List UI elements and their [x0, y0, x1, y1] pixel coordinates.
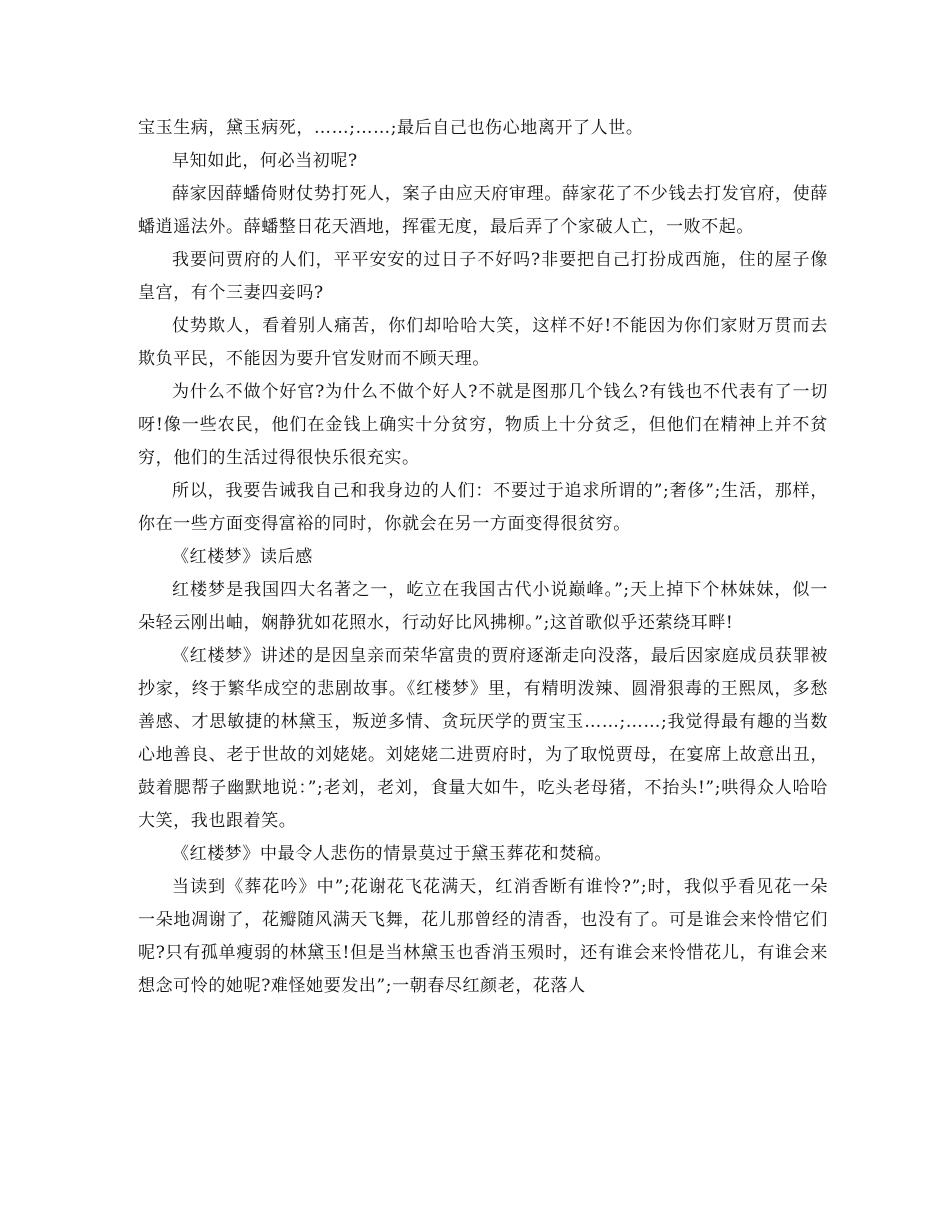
paragraph: 仗势欺人，看着别人痛苦，你们却哈哈大笑，这样不好!不能因为你们家财万贯而去欺负平民，不能因为要升官发财而不顾天理。 [138, 316, 828, 369]
document-body [138, 112, 828, 1003]
paragraph: 当读到《葬花吟》中”;花谢花飞花满天，红消香断有谁怜?”;时，我似乎看见花一朵一朵地凋谢了，花瓣随风满天飞舞，花儿那曾经的清香，也没有了。可是谁会来怜惜它们呢?只有孤单瘦弱的林黛玉!但是当林黛玉也香消玉殒时，还有谁会来怜惜花儿，有谁会来想念可怜的她呢?难怪她要发出”;一朝春尽红颜老，花落人 [138, 877, 828, 996]
section-heading: 《红楼梦》读后感 [172, 547, 313, 567]
paragraph: 所以，我要告诫我自己和我身边的人们：不要过于追求所谓的”;奢侈”;生活，那样，你在一些方面变得富裕的同时，你就会在另一方面变得很贫穷。 [138, 481, 828, 534]
paragraph-continued: 宝玉生病，黛玉病死，……;……;最后自己也伤心地离开了人世。 [138, 118, 644, 138]
paragraph: 薛家因薛蟠倚财仗势打死人，案子由应天府审理。薛家花了不少钱去打发官府，使薛蟠逍遥法外。薛蟠整日花天酒地，挥霍无度，最后弄了个家破人亡，一败不起。 [138, 184, 828, 237]
paragraph: 为什么不做个好官?为什么不做个好人?不就是图那几个钱么?有钱也不代表有了一切呀!像一些农民，他们在金钱上确实十分贫穷，物质上十分贫乏，但他们在精神上并不贫穷，他们的生活过得很快乐很充实。 [138, 382, 828, 468]
paragraph: 《红楼梦》讲述的是因皇亲而荣华富贵的贾府逐渐走向没落，最后因家庭成员获罪被抄家，终于繁华成空的悲剧故事。《红楼梦》里，有精明泼辣、圆滑狠毒的王熙凤，多愁善感、才思敏捷的林黛玉，叛逆多情、贪玩厌学的贾宝玉……;……;我觉得最有趣的当数心地善良、老于世故的刘姥姥。刘姥姥二进贾府时，为了取悦贾母，在宴席上故意出丑，鼓着腮帮子幽默地说：”;老刘，老刘，食量大如牛，吃头老母猪，不抬头!”;哄得众人哈哈大笑，我也跟着笑。 [138, 646, 829, 831]
paragraph: 早知如此，何必当初呢? [172, 151, 358, 171]
paragraph: 《红楼梦》中最令人悲伤的情景莫过于黛玉葬花和焚稿。 [172, 844, 612, 864]
paragraph: 红楼梦是我国四大名著之一，屹立在我国古代小说巅峰。”;天上掉下个林妹妹，似一朵轻云刚出岫，娴静犹如花照水，行动好比风拂柳。”;这首歌似乎还萦绕耳畔! [138, 580, 828, 633]
paragraph: 我要问贾府的人们，平平安安的过日子不好吗?非要把自己打扮成西施，住的屋子像皇宫，有个三妻四妾吗? [138, 250, 828, 303]
